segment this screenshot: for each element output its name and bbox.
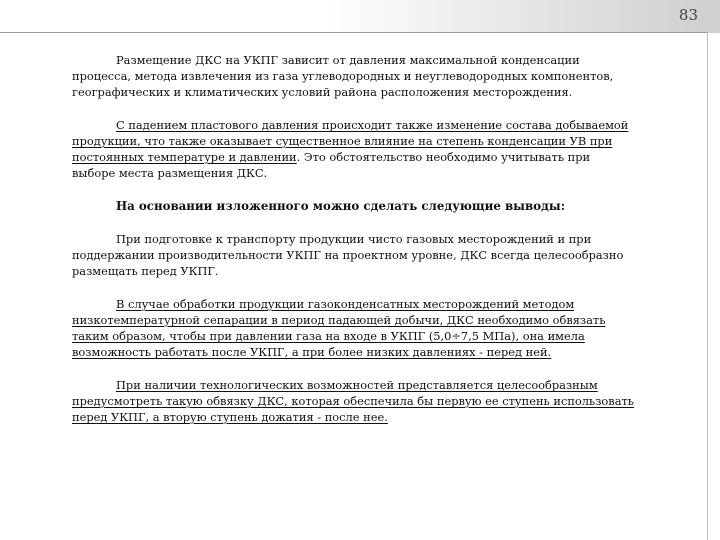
underlined-fragment: постоянных температуре и давлении [72,150,297,164]
text-line: поддержании производительности УКПГ на проектном уровне, ДКС всегда целесообразно [72,248,624,262]
plain-fragment: . Это обстоятельство необходимо учитывать при [296,150,591,164]
text-line: При наличии технологических возможностей представляется целесообразным [116,378,598,392]
page-number: 83 [678,6,698,24]
text-line: предусмотреть такую обвязку ДКС, которая обеспечила бы первую ее ступень использовать [72,394,635,408]
paragraph-tech-possibilities [72,377,682,425]
text-line: географических и климатических условий района расположения месторождения. [72,85,573,99]
text-line: продукции, что также оказывает существенное влияние на степень конденсации УВ при [72,134,613,148]
text-line-mixed [72,149,682,165]
paragraph-gas-fields [72,231,682,279]
text-line: выборе места размещения ДКС. [72,166,268,180]
text-line: низкотемпературной сепарации в период падающей добычи, ДКС необходимо обвязать [72,313,606,327]
text-line: процесса, метода извлечения из газа углеводородных и неуглеводородных компонентов, [72,69,614,83]
header-band [0,0,720,33]
text-line: На основании изложенного можно сделать следующие выводы: [116,199,566,213]
paragraph-gas-condensate [72,296,682,360]
paragraph-pressure-drop [72,117,682,181]
text-line: Размещение ДКС на УКПГ зависит от давления максимальной конденсации [116,53,580,67]
text-line: возможность работать после УКПГ, а при более низких давлениях - перед ней. [72,345,552,359]
right-margin-rule [707,32,708,540]
text-line: перед УКПГ, а вторую ступень дожатия - после нее. [72,410,388,424]
document-body [72,52,682,442]
header-divider [0,32,707,33]
paragraph-dks-placement [72,52,682,100]
text-line: размещать перед УКПГ. [72,264,219,278]
text-line: В случае обработки продукции газоконденсатных месторождений методом [116,297,575,311]
conclusions-heading [72,198,682,214]
text-line: таким образом, чтобы при давлении газа на входе в УКПГ (5,0÷7,5 МПа), она имела [72,329,585,343]
text-line: При подготовке к транспорту продукции чисто газовых месторождений и при [116,232,592,246]
text-line: С падением пластового давления происходит также изменение состава добываемой [116,118,629,132]
